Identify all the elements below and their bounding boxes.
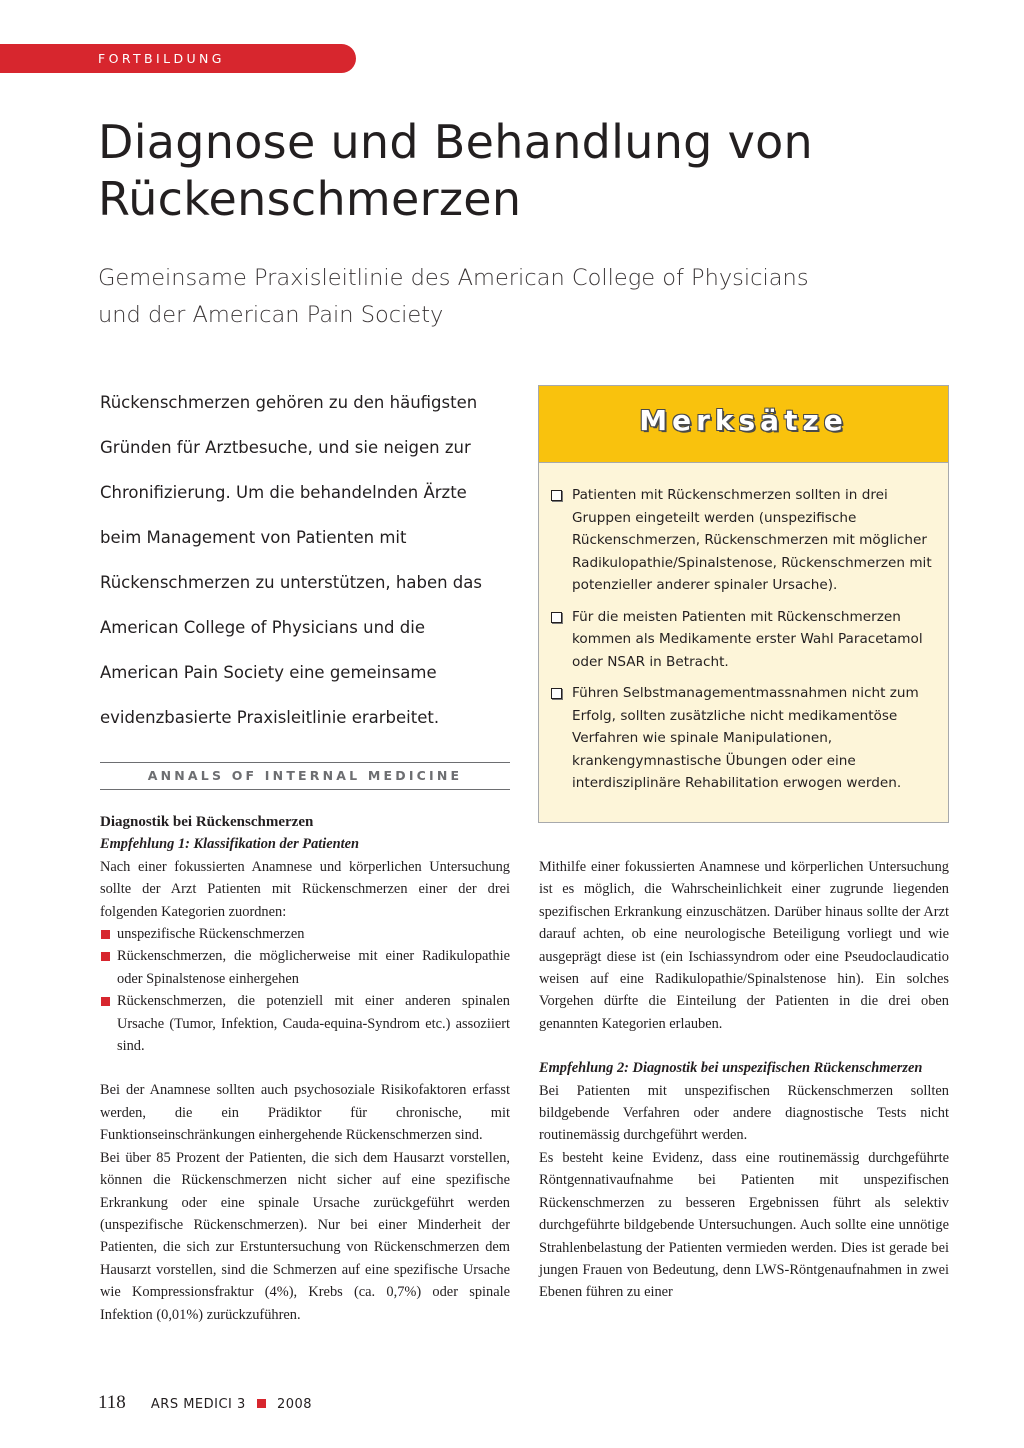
journal-rule-top: [100, 762, 510, 763]
category-text: unspezifische Rückenschmerzen: [117, 926, 305, 943]
title-line-1: Diagnose und Behandlung von: [98, 115, 813, 169]
category-item: [100, 923, 510, 945]
lead-line: Gründen für Arztbesuche, und sie neigen zur: [100, 438, 471, 457]
lead-paragraph: [100, 380, 510, 740]
red-square-bullet-icon: [101, 930, 110, 939]
page-number: 118: [98, 1392, 126, 1413]
merksaetze-header: [539, 386, 948, 463]
merksatz-item: [551, 484, 941, 597]
lead-line: evidenzbasierte Praxisleitlinie erarbeitet.: [100, 708, 440, 727]
lead-line: American College of Physicians und die: [100, 618, 425, 637]
merksaetze-box: [538, 385, 949, 823]
section-label: FORTBILDUNG: [98, 51, 225, 66]
red-square-bullet-icon: [101, 952, 110, 961]
category-text: Rückenschmerzen, die potenziell mit einer anderen spinalen Ursache (Tumor, Infektion, Cauda-equina-Syndrom etc.) assoziiert sind.: [117, 993, 510, 1055]
merksatz-item: [551, 606, 941, 674]
lead-line: Rückenschmerzen zu unterstützen, haben das: [100, 573, 482, 592]
journal-rule-bottom: [100, 789, 510, 790]
checkbox-icon: [551, 490, 562, 501]
right-paragraph-2: Bei Patienten mit unspezifischen Rückenschmerzen sollten bildgebende Verfahren oder andere diagnostische Tests nicht routinemässig durchgeführt werden.: [539, 1082, 949, 1144]
publication-year: 2008: [276, 1397, 313, 1412]
right-paragraph-1: Mithilfe einer fokussierten Anamnese und körperlichen Untersuchung ist es möglich, die Wahrscheinlichkeit einer zugrunde liegenden spezifischen Erkrankung einzuschätzen. Darüber hinaus sollte der Arzt darauf achten, ob eine neurologische Beteiligung vorliegt und wie ausgeprägt diese ist (ein Ischiassyndrom oder eine Pseudoclaudicatio weisen auf eine Radikulopathie/Spinalstenose hin). Ein solches Vorgehen dürfte die Einteilung der Patienten in die drei oben genannten Kategorien erlauben.: [539, 859, 949, 1032]
merksatz-text: Patienten mit Rückenschmerzen sollten in drei Gruppen eingeteilt werden (unspezifische Rückenschmerzen, Rückenschmerzen mit möglicher Radikulopathie/Spinalstenose, Rückenschmerzen mit potenzieller anderer spinaler Ursache).: [572, 487, 932, 593]
red-square-bullet-icon: [101, 997, 110, 1006]
lead-line: Chronifizierung. Um die behandelnden Ärzte: [100, 483, 467, 502]
category-item: [100, 990, 510, 1057]
section-heading: Diagnostik bei Rückenschmerzen: [100, 814, 314, 830]
left-column: [100, 811, 510, 1326]
checkbox-icon: [551, 612, 562, 623]
journal-source: ANNALS OF INTERNAL MEDICINE: [147, 768, 463, 783]
checkbox-icon: [551, 688, 562, 699]
lead-line: Rückenschmerzen gehören zu den häufigsten: [100, 393, 478, 412]
recommendation-heading-2: Empfehlung 2: Diagnostik bei unspezifischen Rückenschmerzen: [539, 1060, 923, 1077]
merksatz-item: [551, 682, 941, 795]
right-column: [539, 856, 949, 1304]
lead-line: American Pain Society eine gemeinsame: [100, 663, 437, 682]
merksatz-text: Führen Selbstmanagementmassnahmen nicht zum Erfolg, sollten zusätzliche nicht medikamentöse Verfahren wie spinale Manipulationen, krankengymnastische Übungen oder eine interdisziplinäre Rehabilitation erwogen werden.: [572, 685, 919, 791]
category-list: [100, 923, 510, 1057]
subtitle-line-1: Gemeinsame Praxisleitlinie des American College of Physicians: [98, 265, 809, 291]
right-paragraph-3: Es besteht keine Evidenz, dass eine routinemässig durchgeführte Röntgennativaufnahme bei Patienten mit unspezifischen Rückenschmerzen zu besseren Ergebnissen führt als selektiv durchgeführte bildgebende Untersuchungen. Auch sollte eine unnötige Strahlenbelastung der Patienten vermieden werden. Dies ist gerade bei jungen Frauen von Bedeutung, denn LWS-Röntgenaufnahmen in zwei Ebenen führen zu einer: [539, 1149, 949, 1301]
page-subtitle: [98, 260, 918, 334]
merksaetze-title: Merksätze: [639, 404, 848, 437]
merksaetze-list: [551, 484, 941, 804]
red-square-separator-icon: [257, 1399, 266, 1408]
left-paragraph-1: Bei der Anamnese sollten auch psychosoziale Risikofaktoren erfasst werden, die ein Prädiktor für chronische, mit Funktionseinschränkungen einhergehende Rückenschmerzen sind.: [100, 1082, 510, 1144]
subtitle-line-2: und der American Pain Society: [98, 302, 444, 328]
section-tab: [0, 44, 356, 73]
title-line-2: Rückenschmerzen: [98, 172, 522, 226]
left-intro: Nach einer fokussierten Anamnese und körperlichen Untersuchung sollte der Arzt Patienten mit Rückenschmerzen einer der drei folgenden Kategorien zuordnen:: [100, 858, 510, 920]
lead-line: beim Management von Patienten mit: [100, 528, 407, 547]
merksatz-text: Für die meisten Patienten mit Rückenschmerzen kommen als Medikamente erster Wahl Paracetamol oder NSAR in Betracht.: [572, 608, 923, 670]
publication-name: ARS MEDICI 3: [150, 1397, 246, 1412]
page-title: [98, 114, 918, 228]
page-footer: [98, 1392, 312, 1414]
category-item: [100, 945, 510, 990]
recommendation-heading-1: Empfehlung 1: Klassifikation der Patienten: [100, 836, 360, 853]
left-paragraph-2: Bei über 85 Prozent der Patienten, die sich dem Hausarzt vorstellen, können die Rückenschmerzen nicht sicher auf eine spezifische Erkrankung oder eine spinale Ursache zurückgeführt werden (unspezifische Rückenschmerzen). Nur bei einer Minderheit der Patienten, die sich zur Erstuntersuchung von Rückenschmerzen dem Hausarzt vorstellen, sind die Schmerzen auf eine spezifische Ursache wie Kompressionsfraktur (4%), Krebs (ca. 0,7%) oder spinale Infektion (0,01%) zurückzuführen.: [100, 1149, 510, 1323]
category-text: Rückenschmerzen, die möglicherweise mit einer Radikulopathie oder Spinalstenose einhergehen: [117, 948, 510, 987]
